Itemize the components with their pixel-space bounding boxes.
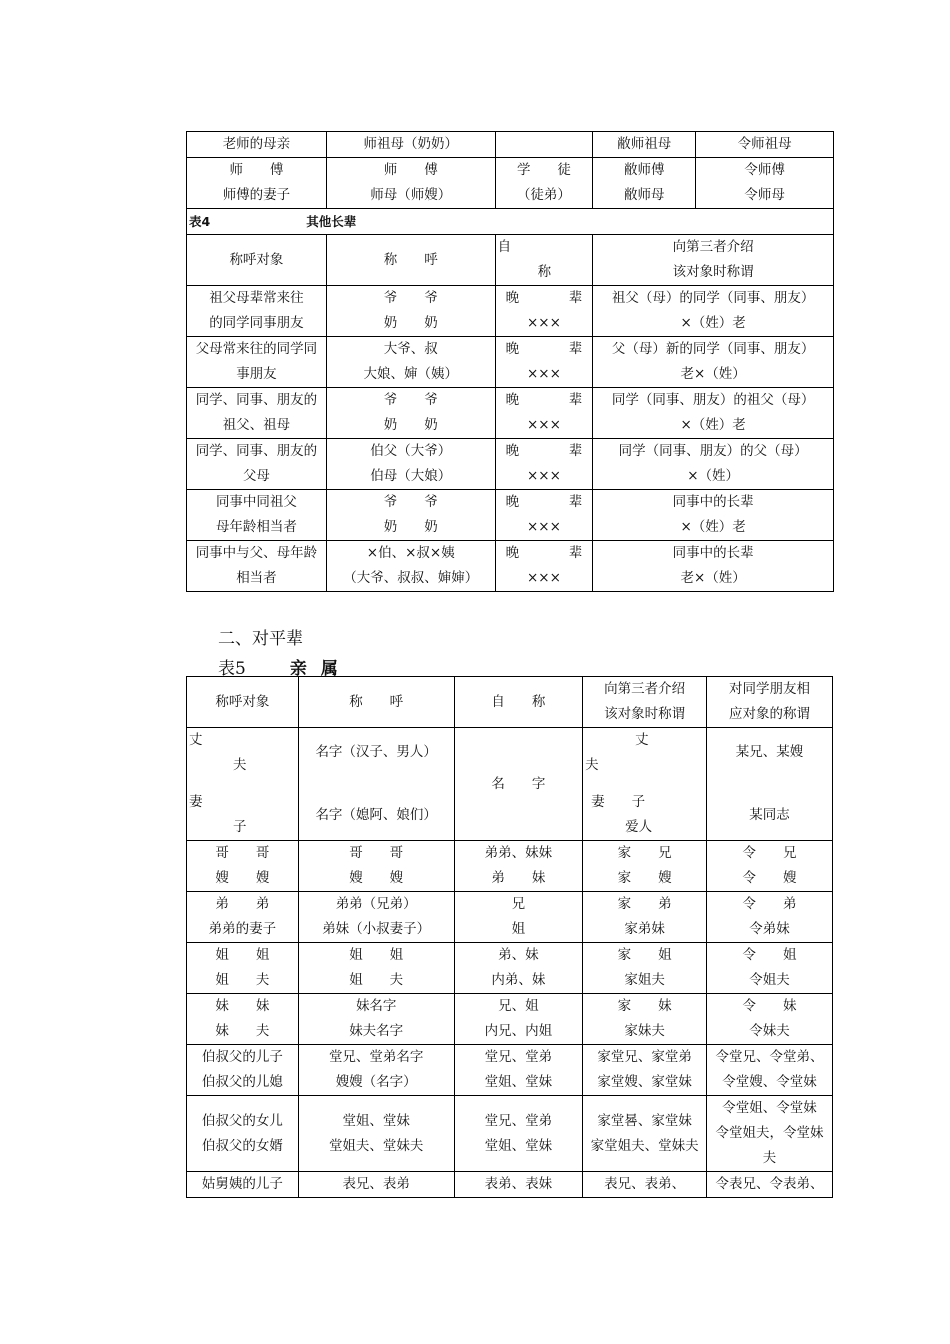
cell-line: 妹名字 [355, 998, 397, 1014]
table4-caption-row [187, 209, 834, 235]
cell-line: 家 嫂 [617, 870, 672, 886]
table-row [187, 490, 834, 541]
header-cell [583, 677, 707, 728]
table-cell [707, 1045, 833, 1096]
table-cell [187, 158, 327, 209]
cell-line: 嫂 嫂 [349, 870, 404, 886]
cell-line: 家堂晷、家堂妹 [597, 1112, 692, 1129]
table-cell [707, 841, 833, 892]
cell-line: 弟弟、妹妹 [484, 845, 553, 861]
header-cell [326, 235, 495, 286]
cell-line: 令弟妹 [749, 921, 790, 937]
table-cell: 丈 夫 妻 子 [187, 728, 299, 841]
cell-line: 表弟、表妹 [484, 1176, 553, 1192]
table-cell [298, 1172, 454, 1198]
cell-line: 同学、同事、朋友的 [195, 443, 318, 459]
cell-line: 应对象的称谓 [729, 706, 811, 722]
table-cell [454, 943, 583, 994]
cell-line: ×伯、×叔×姨 [366, 545, 455, 561]
cell-line: 祖父（母）的同学（同事、朋友） [611, 290, 815, 306]
table-cell [187, 286, 327, 337]
cell-line: ××× [526, 468, 561, 484]
cell-line: 同学（同事、朋友）的父（母） [618, 443, 808, 459]
cell-line: 表兄、表弟、 [604, 1176, 686, 1192]
table-cell [187, 841, 299, 892]
cell-line: ××× [526, 570, 561, 586]
table-cell [593, 541, 834, 592]
cell-line: 奶 奶 [383, 417, 438, 433]
table-cell [495, 541, 593, 592]
cell-line: 自 [497, 239, 512, 255]
cell-line: 妹 夫 [215, 1023, 270, 1039]
header-cell [707, 677, 833, 728]
header-cell [495, 235, 593, 286]
cell-line: 表兄、表弟 [342, 1176, 410, 1192]
table-cell [454, 1045, 583, 1096]
header-cell [454, 677, 583, 728]
table-cell [326, 158, 495, 209]
table-cell [187, 892, 299, 943]
table-cell [298, 994, 454, 1045]
table-cell [707, 892, 833, 943]
table-cell [495, 132, 593, 158]
cell-line: 伯母（大娘） [370, 468, 452, 484]
table-cell [707, 994, 833, 1045]
cell-line: 敝师傅 [623, 162, 665, 178]
table-cell [583, 1172, 707, 1198]
cell-line: 敝师祖母 [617, 136, 672, 152]
cell-line: 令姐夫 [749, 972, 790, 988]
cell-line: 姐 夫 [349, 972, 404, 988]
table5-name: 亲属 [289, 659, 352, 679]
table-cell [187, 132, 327, 158]
table-row [187, 1045, 833, 1096]
table-cell [326, 439, 495, 490]
table-cell [593, 158, 696, 209]
cell-line: （大爷、叔叔、婶婶） [343, 570, 479, 586]
cell-line: 同学、同事、朋友的 [195, 392, 318, 408]
table-cell [593, 490, 834, 541]
cell-line: 堂姐夫、堂妹夫 [328, 1137, 424, 1154]
cell-line: 令师母 [744, 187, 785, 203]
cell-line: 祖父、祖母 [222, 417, 291, 433]
cell-line: 伯叔父的女婿 [201, 1137, 283, 1154]
cell-line: 令堂嫂、令堂妹 [722, 1074, 817, 1090]
table-cell [326, 388, 495, 439]
cell-line: 老×（姓） [680, 570, 746, 586]
header-cell [187, 235, 327, 286]
cell-line: 称 呼 [383, 251, 438, 268]
cell-line: 称 [537, 264, 552, 280]
table-row [187, 841, 833, 892]
cell-line: ××× [526, 366, 561, 382]
cell-line: 令 兄 [742, 845, 797, 861]
cell-line: 家 弟 [617, 896, 672, 912]
table-row [187, 994, 833, 1045]
cell-line: 姑舅姨的儿子 [201, 1176, 283, 1192]
cell-line: 大爷、叔 [383, 341, 438, 357]
table-cell [593, 439, 834, 490]
cell-line: 姐 夫 [215, 972, 270, 988]
cell-line: 令 姐 [742, 947, 797, 963]
cell-line: 堂兄、堂弟 [484, 1049, 553, 1065]
cell-line: 师傅的妻子 [222, 187, 291, 203]
table-cell [495, 337, 593, 388]
cell-line: 该对象时称谓 [604, 706, 686, 722]
table4-title: 其他长辈 [306, 214, 357, 229]
cell-line: 弟弟（兄弟） [335, 896, 417, 912]
cell-line: 称呼对象 [229, 251, 284, 268]
cell-line: 夫 [762, 1150, 777, 1166]
cell-line: 家 兄 [617, 845, 672, 861]
cell-line: 该对象时称谓 [672, 264, 754, 280]
cell-line: 堂兄、堂弟 [484, 1112, 553, 1129]
cell-line: 晚 辈 [505, 545, 583, 561]
cell-line: 内兄、内姐 [484, 1023, 553, 1039]
cell-line: 弟、妹 [498, 947, 539, 963]
cell-line: 令 嫂 [742, 870, 797, 886]
header-cell [298, 677, 454, 728]
cell-line: 弟 弟 [215, 896, 270, 912]
table-cell [326, 286, 495, 337]
table-cell [454, 892, 583, 943]
cell-line: 父（母）新的同学（同事、朋友） [611, 341, 815, 357]
cell-line: 同事中同祖父 [215, 494, 297, 510]
cell-line: 晚 辈 [505, 341, 583, 357]
cell-line: 大娘、婶（姨） [363, 366, 458, 382]
cell-line: 晚 辈 [505, 494, 583, 510]
cell-line: ×（姓）老 [680, 315, 746, 331]
table-cell: 名字（汉子、男人） 名字（媳阿、娘们） [298, 728, 454, 841]
cell-line: 晚 辈 [505, 290, 583, 306]
table-cell [298, 1045, 454, 1096]
cell-line: 称呼对象 [215, 693, 270, 710]
cell-line: 爷 爷 [383, 392, 438, 408]
cell-line: ×（姓） [687, 468, 740, 484]
cell-line: 令堂姐夫，令堂妹 [715, 1125, 824, 1141]
cell-line: 兄 [511, 896, 526, 912]
table-row [187, 892, 833, 943]
cell-line: 堂姐、堂妹 [484, 1074, 553, 1090]
cell-line: 伯叔父的儿子 [201, 1049, 283, 1065]
table-row [187, 158, 834, 209]
table-row [187, 337, 834, 388]
table-cell [187, 1172, 299, 1198]
cell-line: （徒弟） [516, 187, 571, 203]
table-cell [187, 439, 327, 490]
table-cell: 名 字 [454, 728, 583, 841]
cell-line: 同事中的长辈 [672, 494, 754, 510]
cell-line: 同学（同事、朋友）的祖父（母） [611, 392, 815, 408]
cell-line: 学 徒 [516, 162, 571, 178]
table-row [187, 132, 834, 158]
table-cell [298, 841, 454, 892]
table-header-row [187, 235, 834, 286]
cell-line: 晚 辈 [505, 392, 583, 408]
header-cell [593, 235, 834, 286]
section-heading: 二、对平辈 [218, 629, 303, 649]
table-cell: 某兄、某嫂 某同志 [707, 728, 833, 841]
table-cell [583, 943, 707, 994]
cell-line: 令师祖母 [737, 136, 792, 152]
table-cell [187, 337, 327, 388]
table-cell [454, 1096, 583, 1172]
cell-line: 令师傅 [744, 162, 785, 178]
cell-line: 家姐夫 [624, 972, 665, 988]
table-cell [593, 132, 696, 158]
table-cell [495, 388, 593, 439]
table-elders [186, 131, 834, 592]
table-header-row [187, 677, 833, 728]
table-row [187, 439, 834, 490]
cell-line: 师 傅 [229, 162, 284, 178]
table-cell [696, 132, 834, 158]
cell-line: 相当者 [236, 570, 277, 586]
cell-line: 家 妹 [617, 998, 672, 1014]
table-cell [298, 1096, 454, 1172]
cell-line: 伯叔父的女儿 [201, 1112, 283, 1129]
cell-line: 向第三者介绍 [604, 681, 686, 697]
cell-line: 弟 妹 [491, 870, 546, 886]
cell-line: 伯父（大爷） [370, 443, 452, 459]
cell-line: 的同学同事朋友 [209, 315, 304, 331]
cell-line: 弟弟的妻子 [208, 921, 277, 937]
cell-line: 堂姐、堂妹 [342, 1112, 410, 1129]
cell-line: ××× [526, 315, 561, 331]
cell-line: 兄、姐 [498, 998, 539, 1014]
table-cell [187, 1096, 299, 1172]
table-cell [583, 892, 707, 943]
table-cell [583, 994, 707, 1045]
cell-line: 内弟、妹 [491, 972, 546, 988]
table-cell [298, 892, 454, 943]
cell-line: 向第三者介绍 [672, 239, 754, 255]
cell-line: 事朋友 [236, 366, 277, 382]
cell-line: 伯叔父的儿媳 [201, 1074, 283, 1090]
table-cell [583, 1096, 707, 1172]
cell-line: 令堂姐、令堂妹 [722, 1100, 817, 1116]
table-row [187, 943, 833, 994]
table-row [187, 541, 834, 592]
table-cell [187, 541, 327, 592]
cell-line: 祖父母辈常来往 [209, 290, 304, 306]
cell-line: 家弟妹 [624, 921, 665, 937]
cell-line: 令表兄、令表弟、 [715, 1176, 824, 1192]
cell-line: 家堂兄、家堂弟 [597, 1049, 692, 1065]
cell-line: 同事中与父、母年龄 [195, 545, 318, 561]
table-cell [326, 337, 495, 388]
cell-line: 堂兄、堂弟名字 [328, 1049, 424, 1065]
cell-line: 师祖母（奶奶） [363, 136, 458, 152]
table-cell [187, 994, 299, 1045]
table-relatives [186, 676, 833, 1198]
table-cell [298, 943, 454, 994]
cell-line: 老师的母亲 [222, 136, 291, 152]
cell-line: 家堂姐夫、堂妹夫 [590, 1137, 699, 1154]
cell-line: 嫂嫂（名字） [335, 1074, 417, 1090]
cell-line: 对同学朋友相 [729, 681, 811, 697]
table-cell [495, 490, 593, 541]
table-cell [187, 1045, 299, 1096]
table-cell [454, 841, 583, 892]
table-cell [187, 388, 327, 439]
table-cell [187, 943, 299, 994]
table-row [187, 388, 834, 439]
table-cell [707, 943, 833, 994]
cell-line: 家妹夫 [624, 1023, 665, 1039]
table-cell [707, 1172, 833, 1198]
cell-line: 令妹夫 [749, 1023, 790, 1039]
cell-line: 奶 奶 [383, 315, 438, 331]
cell-line: 令 弟 [742, 896, 797, 912]
cell-line: 自 称 [491, 693, 546, 710]
cell-line: 师 傅 [383, 162, 438, 178]
table-cell [583, 841, 707, 892]
table-cell [593, 286, 834, 337]
table-row [187, 286, 834, 337]
cell-line: ××× [526, 417, 561, 433]
table-cell [326, 541, 495, 592]
table-cell [326, 132, 495, 158]
cell-line: 师母（师嫂） [370, 187, 452, 203]
table-cell [326, 490, 495, 541]
cell-line: 姐 [511, 921, 526, 937]
table-cell [187, 490, 327, 541]
cell-line: 爷 爷 [383, 494, 438, 510]
cell-line: 姐 姐 [215, 947, 270, 963]
cell-line: 弟妹（小叔妻子） [322, 921, 431, 937]
cell-line: 母年龄相当者 [215, 519, 297, 535]
cell-line: ×（姓）老 [680, 417, 746, 433]
cell-line: 称 呼 [349, 693, 404, 710]
table-cell: 丈 夫 妻 子 爱人 [583, 728, 707, 841]
cell-line: 爷 爷 [383, 290, 438, 306]
cell-line: 老×（姓） [680, 366, 746, 382]
table-cell [696, 158, 834, 209]
table5-label: 表5 [218, 659, 246, 679]
cell-line: 奶 奶 [383, 519, 438, 535]
table-row [187, 1172, 833, 1198]
table-cell [583, 1045, 707, 1096]
table-cell [593, 388, 834, 439]
cell-line: 堂姐、堂妹 [484, 1137, 553, 1154]
cell-line: 哥 哥 [349, 845, 404, 861]
cell-line: 妹夫名字 [349, 1023, 404, 1039]
cell-line: 敝师母 [623, 187, 665, 203]
cell-line: 家 姐 [617, 947, 672, 963]
cell-line: 哥 哥 [215, 845, 270, 861]
header-cell [187, 677, 299, 728]
table-row [187, 1096, 833, 1172]
cell-line: 父母常来往的同学同 [195, 341, 318, 357]
table-cell [454, 994, 583, 1045]
cell-line: 嫂 嫂 [215, 870, 270, 886]
table-cell [495, 158, 593, 209]
table-cell [495, 286, 593, 337]
table-cell [495, 439, 593, 490]
table-cell [454, 1172, 583, 1198]
table-row-spouse [187, 728, 833, 841]
cell-line: ××× [526, 519, 561, 535]
cell-line: 姐 姐 [349, 947, 404, 963]
cell-line: 令堂兄、令堂弟、 [715, 1049, 824, 1065]
cell-line: 令 妹 [742, 998, 797, 1014]
cell-line: 晚 辈 [505, 443, 583, 459]
cell-line: 同事中的长辈 [672, 545, 754, 561]
cell-line: 家堂嫂、家堂妹 [597, 1074, 692, 1090]
cell-line: ×（姓）老 [680, 519, 746, 535]
cell-line: 父母 [242, 468, 270, 484]
table-cell [707, 1096, 833, 1172]
table-cell [593, 337, 834, 388]
cell-line: 妹 妹 [215, 998, 270, 1014]
table4-label: 表4 [189, 214, 211, 229]
